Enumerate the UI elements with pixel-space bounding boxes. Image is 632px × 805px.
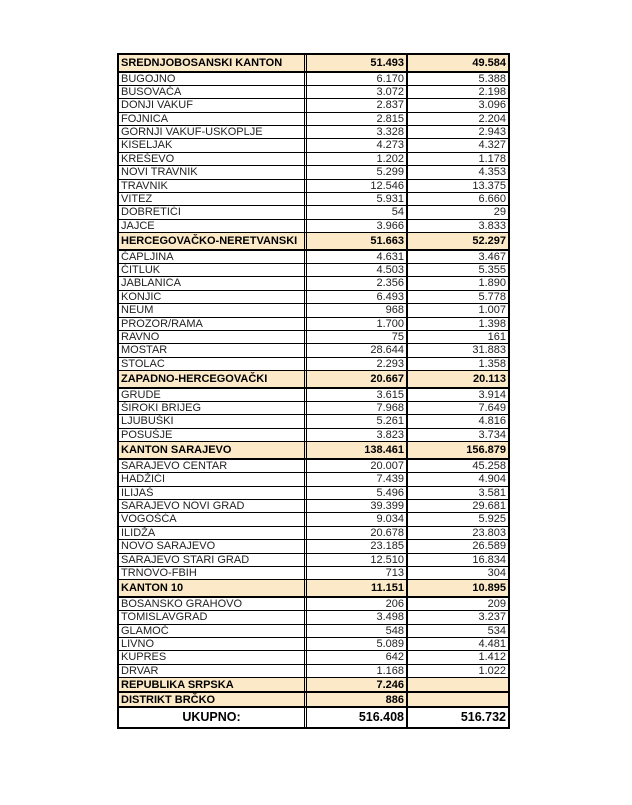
municipality-row [119,220,508,233]
label-cell: GORNJI VAKUF-USKOPLJE [119,126,307,138]
value-cell-2: 5.925 [478,513,506,526]
municipality-row [119,638,508,651]
value-cell-1: 7.246 [307,678,408,691]
value-cell-2: 1.398 [478,317,506,330]
value-cell-2: 4.904 [478,473,506,486]
label-cell: KANTON SARAJEVO [119,442,307,458]
municipality-row [119,513,508,526]
value-cell-1: 713 [307,567,408,579]
municipality-row [119,166,508,179]
label-cell: ČAPLJINA [119,251,307,263]
value-cell-2: 31.883 [472,344,506,357]
label-cell: KREŠEVO [119,153,307,165]
label-cell: PROZOR/RAMA [119,318,307,330]
value-cell-2: 45.258 [472,459,506,472]
canton-header-row [119,442,508,460]
value-cell-2: 4.816 [478,415,506,428]
label-cell: DONJI VAKUF [119,99,307,111]
value-cell-1: 1.202 [307,153,408,165]
label-cell: JABLANICA [119,277,307,289]
canton-header-row [119,233,508,251]
value-cell-1: 3.823 [307,429,408,441]
value-cell-1: 548 [307,625,408,637]
value-cell-2: 6.660 [478,193,506,206]
value-cell-1: 28.644 [307,344,408,356]
municipality-row [119,291,508,304]
label-cell: SREDNJOBOSANSKI KANTON [119,55,307,71]
value-cell-2: 23.803 [472,526,506,539]
label-cell: SARAJEVO NOVI GRAD [119,500,307,512]
value-cell-2: 2.204 [478,112,506,125]
municipality-row [119,113,508,126]
municipality-row [119,460,508,473]
value-cell-1: 5.496 [307,487,408,499]
value-cell-2: 5.778 [478,290,506,303]
municipality-row [119,665,508,678]
value-cell-1: 7.439 [307,473,408,485]
municipality-row [119,99,508,112]
value-cell-1: 138.461 [307,442,408,458]
label-cell: SARAJEVO STARI GRAD [119,554,307,566]
value-cell-2: 3.914 [478,388,506,401]
label-cell: ZAPADNO-HERCEGOVAČKI [119,371,307,387]
value-cell-2: 3.237 [478,611,506,624]
value-cell-2: 4.353 [478,166,506,179]
value-cell-2: 534 [487,624,506,637]
value-cell-1: 968 [307,304,408,316]
value-cell-1: 3.328 [307,126,408,138]
value-cell-1: 39.399 [307,500,408,512]
label-cell: TOMISLAVGRAD [119,611,307,623]
value-cell-2: 1.007 [478,304,506,317]
label-cell: LIVNO [119,638,307,650]
value-cell-2: 5.355 [478,264,506,277]
value-cell-1: 3.615 [307,389,408,401]
canton-header-row [119,55,508,73]
municipality-row [119,527,508,540]
municipality-row [119,625,508,638]
value-cell-2: 3.833 [478,219,506,232]
municipality-row [119,651,508,664]
value-cell-1: 2.815 [307,113,408,125]
municipality-row [119,264,508,277]
value-cell-1: 1.168 [307,665,408,677]
label-cell: SARAJEVO CENTAR [119,460,307,472]
municipality-row [119,153,508,166]
label-cell: FOJNICA [119,113,307,125]
municipality-row [119,611,508,624]
label-cell: NEUM [119,304,307,316]
label-cell: DRVAR [119,665,307,677]
municipality-row [119,86,508,99]
value-cell-1: 51.663 [307,233,408,249]
value-cell-1: 12.510 [307,554,408,566]
total-value-1: 516.408 [307,708,408,727]
value-cell-2: 2.943 [478,126,506,139]
municipality-row [119,402,508,415]
municipality-row [119,540,508,553]
value-cell-1: 3.072 [307,86,408,98]
value-cell-1: 20.667 [307,371,408,387]
municipality-row [119,473,508,486]
value-cell-2: 3.467 [478,250,506,263]
label-cell: ILIDŽA [119,527,307,539]
label-cell: RAVNO [119,331,307,343]
value-cell-1: 20.007 [307,460,408,472]
municipality-row [119,344,508,357]
value-cell-2: 4.481 [478,637,506,650]
municipality-row [119,277,508,290]
value-cell-1: 12.546 [307,180,408,192]
value-cell-2: 29 [493,206,506,219]
value-cell-1: 9.034 [307,513,408,525]
municipality-row [119,193,508,206]
value-cell-1: 23.185 [307,540,408,552]
value-cell-2: 3.096 [478,99,506,112]
municipality-row [119,206,508,219]
value-cell-2: 1.358 [478,357,506,370]
label-cell: TRNOVO-FBIH [119,567,307,579]
value-cell-1: 11.151 [307,580,408,596]
municipality-row [119,304,508,317]
label-cell: KISELJAK [119,139,307,151]
total-row [119,708,508,727]
municipality-row [119,251,508,264]
value-cell-2: 2.198 [478,85,506,98]
label-cell: KONJIC [119,291,307,303]
label-cell: MOSTAR [119,344,307,356]
value-cell-2: 3.734 [478,428,506,441]
value-cell-1: 3.966 [307,220,408,232]
label-cell: DISTRIKT BRČKO [119,693,307,706]
value-cell-1: 2.837 [307,99,408,111]
value-cell-1: 5.261 [307,415,408,427]
population-table [117,53,510,729]
canton-header-row [119,371,508,389]
label-cell: HERCEGOVAČKO-NERETVANSKI [119,233,307,249]
label-cell: ŠIROKI BRIJEG [119,402,307,414]
label-cell: ILIJAŠ [119,487,307,499]
label-cell: TRAVNIK [119,180,307,192]
municipality-row [119,331,508,344]
value-cell-2: 3.581 [478,486,506,499]
value-cell-2: 304 [487,566,506,579]
value-cell-2: 49.584 [408,55,508,71]
entity-row [119,693,508,708]
total-label: UKUPNO: [119,708,307,727]
value-cell-2: 16.834 [472,553,506,566]
label-cell: VOGOŠĆA [119,513,307,525]
label-cell: KUPRES [119,651,307,663]
label-cell: REPUBLIKA SRPSKA [119,678,307,691]
value-cell-2: 52.297 [408,233,508,249]
value-cell-2: 209 [487,597,506,610]
value-cell-1: 2.356 [307,277,408,289]
value-cell-1: 3.498 [307,611,408,623]
value-cell-1: 5.931 [307,193,408,205]
municipality-row [119,598,508,611]
label-cell: BUSOVAČA [119,86,307,98]
value-cell-2: 29.681 [472,499,506,512]
value-cell-1: 1.700 [307,318,408,330]
value-cell-2 [408,678,508,691]
label-cell: HADŽIĆI [119,473,307,485]
municipality-row [119,73,508,86]
municipality-row [119,567,508,580]
value-cell-2: 26.589 [472,540,506,553]
label-cell: KANTON 10 [119,580,307,596]
value-cell-1: 4.631 [307,251,408,263]
label-cell: DOBRETIĆI [119,206,307,218]
value-cell-1: 2.293 [307,358,408,370]
value-cell-2: 4.327 [478,139,506,152]
label-cell: BOSANSKO GRAHOVO [119,598,307,610]
value-cell-1: 20.678 [307,527,408,539]
value-cell-2: 13.375 [472,179,506,192]
value-cell-1: 642 [307,651,408,663]
value-cell-2: 10.895 [408,580,508,596]
municipality-row [119,139,508,152]
label-cell: GLAMOČ [119,625,307,637]
value-cell-2: 5.388 [478,72,506,85]
value-cell-1: 7.968 [307,402,408,414]
label-cell: STOLAC [119,358,307,370]
municipality-row [119,429,508,442]
value-cell-1: 4.503 [307,264,408,276]
value-cell-1: 54 [307,206,408,218]
municipality-row [119,389,508,402]
label-cell: LJUBUŠKI [119,415,307,427]
value-cell-1: 5.089 [307,638,408,650]
total-value-2: 516.732 [460,710,506,725]
label-cell: GRUDE [119,389,307,401]
label-cell: POSUŠJE [119,429,307,441]
value-cell-2: 156.879 [408,442,508,458]
label-cell: NOVO SARAJEVO [119,540,307,552]
value-cell-2: 1.412 [478,651,506,664]
value-cell-2 [408,693,508,706]
value-cell-2: 1.890 [478,277,506,290]
value-cell-1: 886 [307,693,408,706]
value-cell-1: 6.170 [307,73,408,85]
value-cell-1: 4.273 [307,139,408,151]
value-cell-2: 20.113 [408,371,508,387]
municipality-row [119,554,508,567]
municipality-row [119,500,508,513]
canton-header-row [119,580,508,598]
value-cell-1: 5.299 [307,166,408,178]
label-cell: BUGOJNO [119,73,307,85]
value-cell-1: 75 [307,331,408,343]
municipality-row [119,318,508,331]
value-cell-2: 7.649 [478,402,506,415]
municipality-row [119,180,508,193]
municipality-row [119,126,508,139]
label-cell: VITEZ [119,193,307,205]
municipality-row [119,415,508,428]
entity-row [119,678,508,693]
value-cell-2: 1.178 [478,152,506,165]
value-cell-1: 51.493 [307,55,408,71]
value-cell-2: 161 [487,331,506,344]
label-cell: JAJCE [119,220,307,232]
label-cell: NOVI TRAVNIK [119,166,307,178]
municipality-row [119,487,508,500]
municipality-row [119,358,508,371]
value-cell-1: 206 [307,598,408,610]
value-cell-2: 1.022 [478,664,506,677]
value-cell-1: 6.493 [307,291,408,303]
label-cell: ČITLUK [119,264,307,276]
